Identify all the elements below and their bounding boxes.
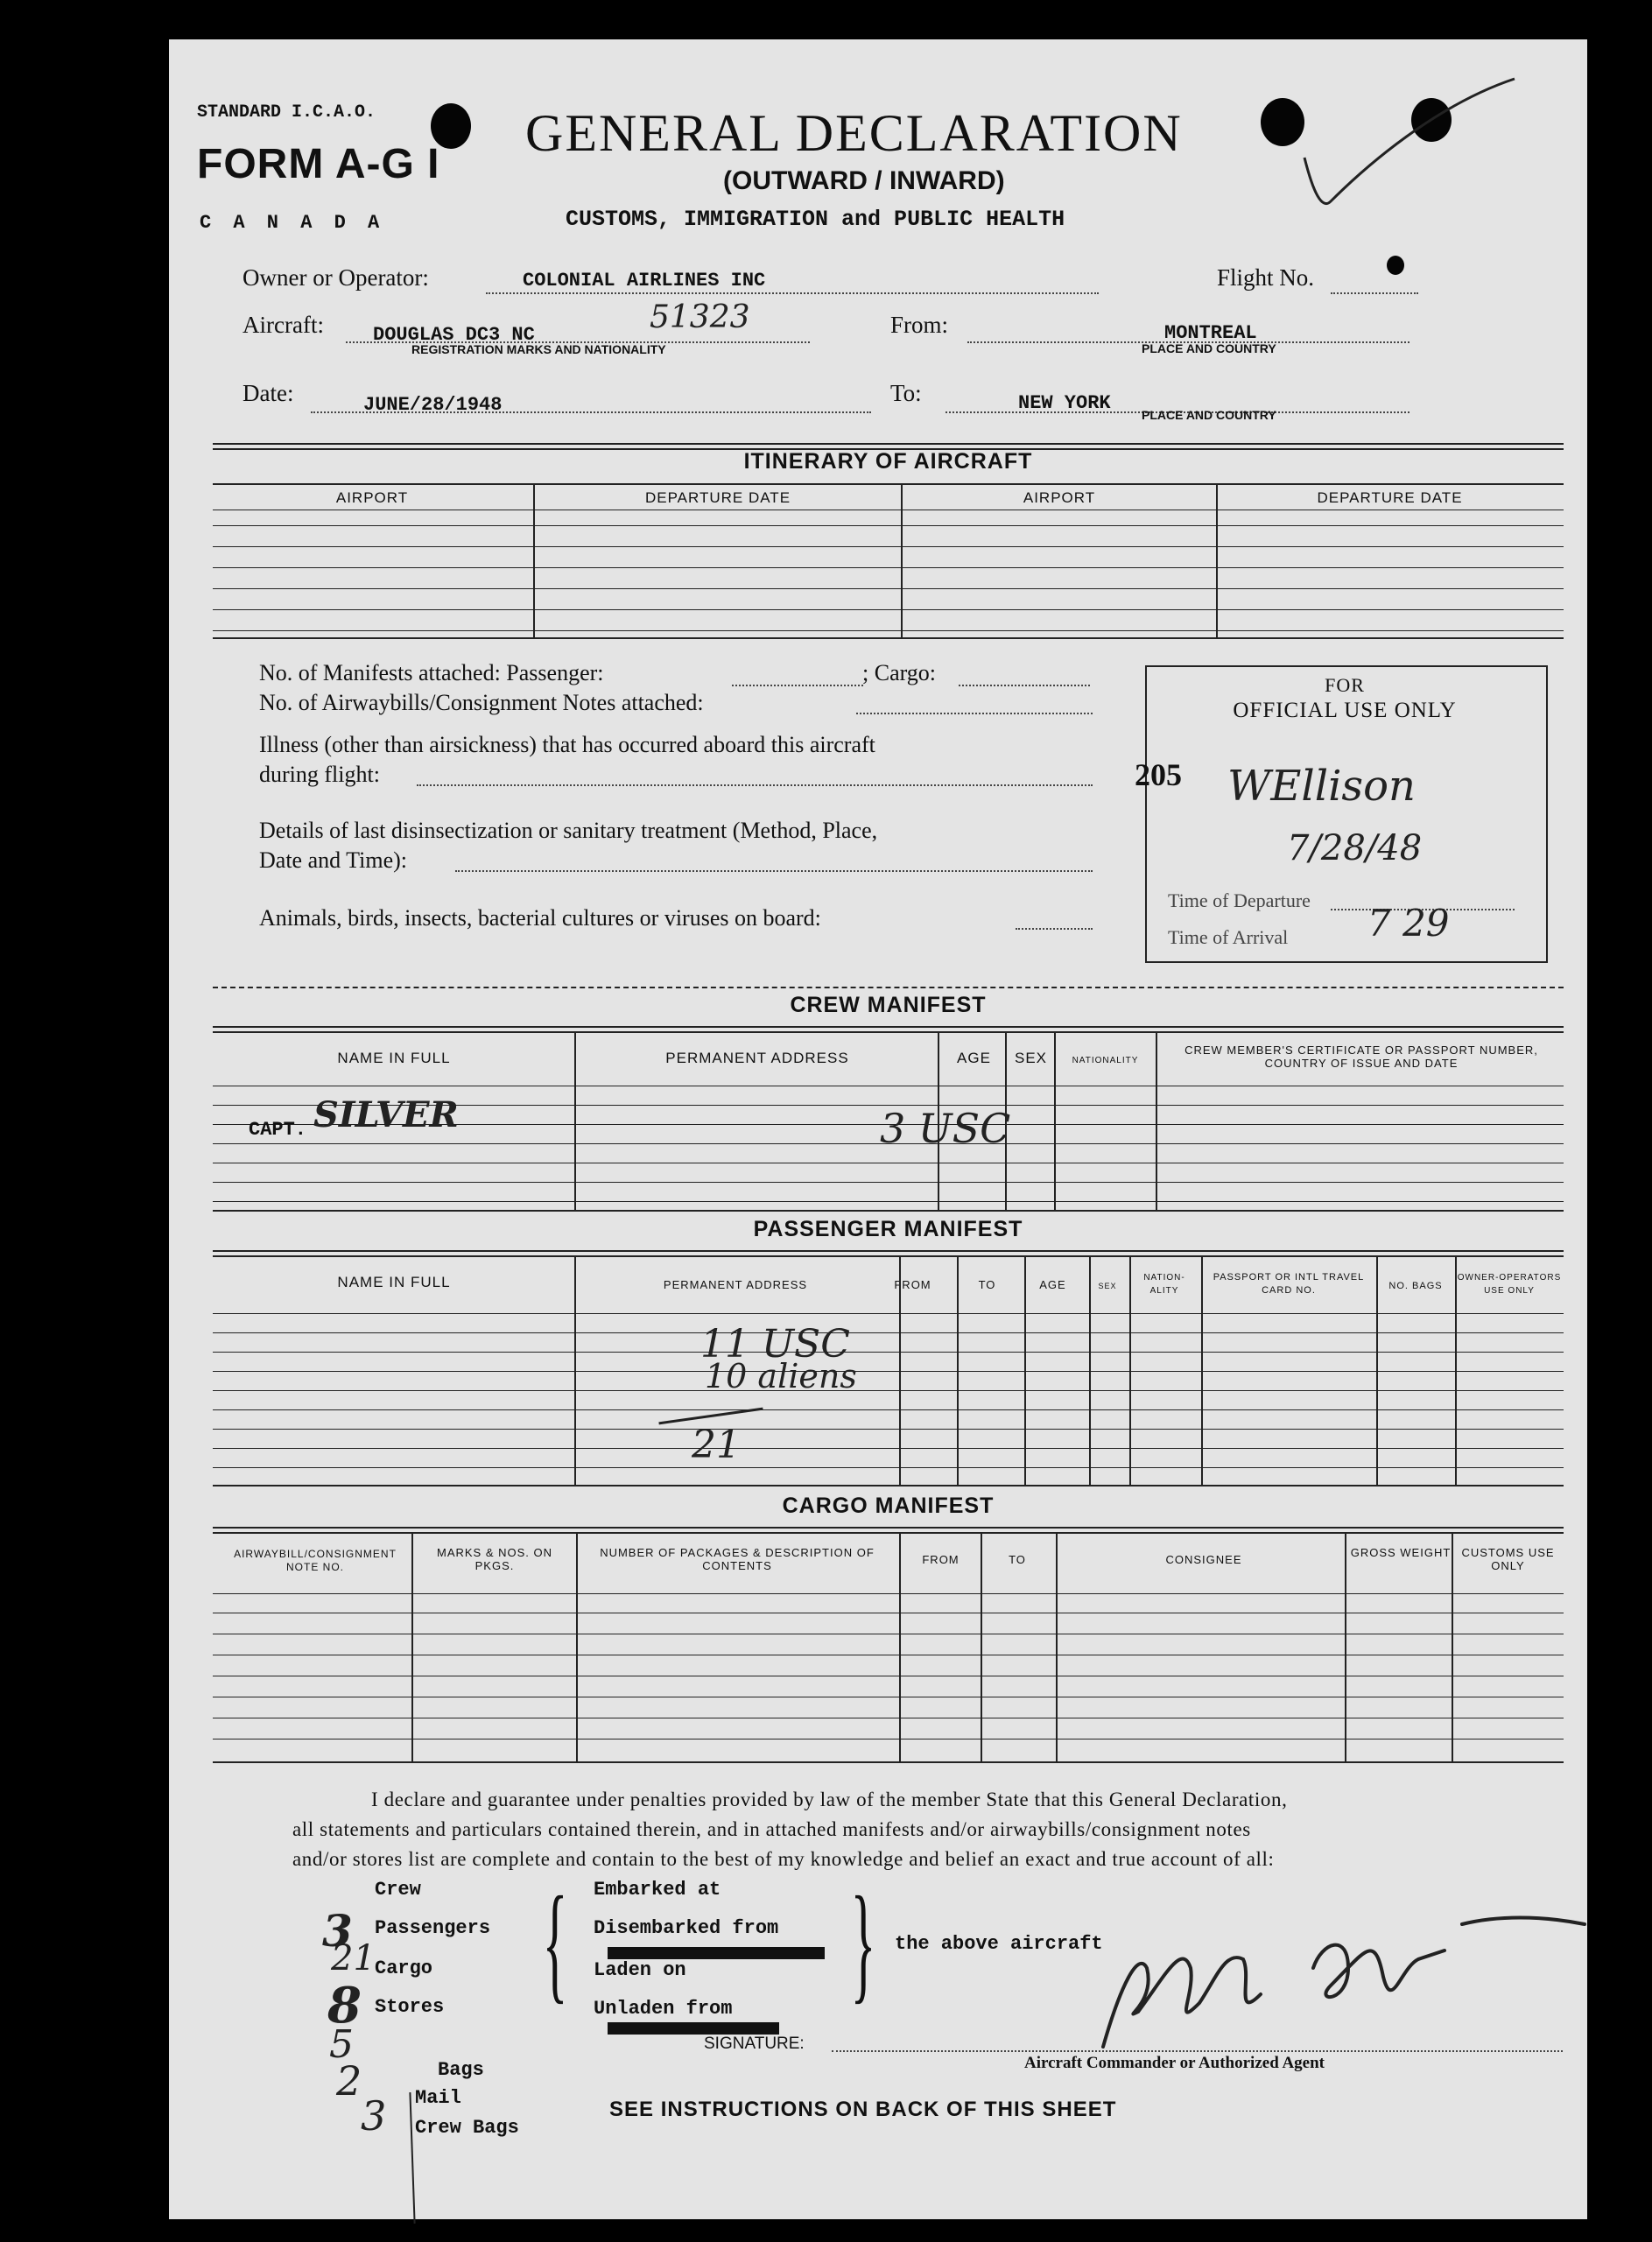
rule bbox=[213, 1250, 1564, 1252]
col-divider bbox=[1089, 1255, 1091, 1485]
col-divider bbox=[1452, 1532, 1453, 1761]
rule bbox=[213, 1761, 1564, 1763]
aircraft-label: Aircraft: bbox=[243, 312, 324, 338]
row-line bbox=[213, 1390, 1564, 1391]
pass-col-name: NAME IN FULL bbox=[337, 1274, 451, 1290]
hand-number: 3 bbox=[361, 2092, 387, 2140]
pass-col-nationality: NATION-ALITY bbox=[1143, 1273, 1185, 1296]
crew-title: CREW MANIFEST bbox=[790, 993, 987, 1017]
declare-crew: Crew bbox=[375, 1879, 421, 1901]
passenger-note-1: 11 USC bbox=[700, 1322, 850, 1367]
rule bbox=[213, 1485, 1564, 1486]
row-line bbox=[213, 1593, 1564, 1594]
field-line bbox=[856, 713, 1093, 714]
row-line bbox=[213, 1182, 1564, 1183]
rule bbox=[213, 1532, 1564, 1534]
hand-number: 2 bbox=[336, 2057, 362, 2105]
row-line bbox=[213, 1201, 1564, 1202]
row-line bbox=[213, 567, 1564, 568]
field-line bbox=[311, 411, 871, 413]
col-divider bbox=[1054, 1031, 1056, 1210]
declare-stores: Stores bbox=[375, 1996, 445, 2018]
crew-col-sex: SEX bbox=[1014, 1050, 1048, 1066]
row-line bbox=[213, 1467, 1564, 1468]
row-line bbox=[213, 1371, 1564, 1372]
row-line bbox=[213, 1448, 1564, 1449]
official-signature: WEllison bbox=[1227, 762, 1416, 811]
col-divider bbox=[1216, 483, 1218, 637]
brace-left: { bbox=[542, 1870, 568, 2015]
cargo-label: ; Cargo: bbox=[862, 660, 937, 685]
crew-col-age: AGE bbox=[957, 1050, 991, 1066]
crew-col-certificate: CREW MEMBER'S CERTIFICATE OR PASSPORT NUMBER, COUNTRY OF ISSUE AND DATE bbox=[1185, 1044, 1538, 1070]
hand-number: 8 bbox=[327, 1977, 362, 2035]
col-divider bbox=[574, 1255, 576, 1485]
rule bbox=[213, 637, 1564, 639]
to-label: To: bbox=[890, 380, 922, 406]
declaration-line-3: and/or stores list are complete and contain to the best of my knowledge and belief an exact and true account of all: bbox=[292, 1848, 1275, 1870]
official-title: OFFICIAL USE ONLY bbox=[1233, 699, 1457, 722]
document-title: GENERAL DECLARATION bbox=[525, 104, 1183, 162]
rule bbox=[213, 443, 1564, 445]
row-line bbox=[213, 1429, 1564, 1430]
pass-col-address: PERMANENT ADDRESS bbox=[663, 1278, 808, 1291]
col-divider bbox=[899, 1255, 901, 1485]
registration-caption: REGISTRATION MARKS AND NATIONALITY bbox=[411, 342, 666, 356]
pass-col-from: FROM bbox=[894, 1278, 931, 1291]
row-line bbox=[213, 588, 1564, 589]
standard-label: STANDARD I.C.A.O. bbox=[197, 102, 376, 123]
col-divider bbox=[1345, 1532, 1346, 1761]
col-divider bbox=[576, 1532, 578, 1761]
field-line bbox=[417, 784, 1093, 786]
form-number: FORM A-G I bbox=[197, 141, 440, 187]
above-aircraft: the above aircraft bbox=[895, 1933, 1103, 1955]
row-line bbox=[213, 546, 1564, 547]
row-line bbox=[213, 630, 1564, 631]
pass-col-sex: SEX bbox=[1098, 1282, 1117, 1290]
owner-label: Owner or Operator: bbox=[243, 264, 429, 291]
row-line bbox=[213, 525, 1564, 526]
crew-col-name: NAME IN FULL bbox=[337, 1050, 451, 1066]
col-divider bbox=[1376, 1255, 1378, 1485]
pass-col-owner: OWNER-OPERATORS USE ONLY bbox=[1457, 1273, 1562, 1296]
date-value: JUNE/28/1948 bbox=[363, 394, 503, 416]
arrival-label: Time of Arrival bbox=[1168, 926, 1289, 948]
manifests-label: No. of Manifests attached: Passenger: bbox=[259, 660, 604, 685]
airwaybills-label: No. of Airwaybills/Consignment Notes attached: bbox=[259, 690, 704, 715]
commander-signature bbox=[1086, 1915, 1593, 2056]
rule bbox=[213, 1255, 1564, 1257]
col-divider bbox=[1156, 1031, 1157, 1210]
hand-number: 21 bbox=[331, 1938, 376, 1978]
country-label: C A N A D A bbox=[200, 212, 385, 234]
declare-unladen: Unladen from bbox=[594, 1998, 733, 2020]
departure-label: Time of Departure bbox=[1168, 889, 1311, 911]
from-label: From: bbox=[890, 312, 949, 338]
rule bbox=[213, 1031, 1564, 1033]
field-line bbox=[455, 870, 1093, 872]
flight-label: Flight No. bbox=[1217, 264, 1315, 291]
arrival-value: 7 29 bbox=[1367, 902, 1450, 945]
field-line bbox=[1016, 928, 1093, 930]
disinsect-label: Details of last disinsectization or sanitary treatment (Method, Place, bbox=[259, 818, 878, 843]
extra-mail: Mail bbox=[415, 2087, 461, 2109]
col-divider bbox=[533, 483, 535, 637]
place-country-caption: PLACE AND COUNTRY bbox=[1142, 341, 1276, 355]
owner-value: COLONIAL AIRLINES INC bbox=[523, 270, 766, 292]
document-subtitle: (OUTWARD / INWARD) bbox=[723, 166, 1005, 195]
stamp-number: 205 bbox=[1135, 757, 1182, 792]
brace-right: } bbox=[850, 1870, 876, 2015]
illness-label-2: during flight: bbox=[259, 762, 380, 787]
instructions: SEE INSTRUCTIONS ON BACK OF THIS SHEET bbox=[609, 2098, 1117, 2121]
cargo-col-from: FROM bbox=[922, 1553, 960, 1566]
place-country-caption: PLACE AND COUNTRY bbox=[1142, 408, 1276, 422]
crew-entry-name: SILVER bbox=[313, 1094, 459, 1135]
declare-cargo: Cargo bbox=[375, 1957, 433, 1979]
cargo-col-customs: CUSTOMS USE ONLY bbox=[1461, 1546, 1555, 1572]
declare-laden: Laden on bbox=[594, 1959, 686, 1981]
col-divider bbox=[574, 1031, 576, 1210]
declare-disembarked: Disembarked from bbox=[594, 1917, 779, 1939]
passenger-note-2: 10 aliens bbox=[705, 1357, 857, 1395]
col-divider bbox=[981, 1532, 982, 1761]
strike-block bbox=[608, 2022, 779, 2035]
pass-col-age: AGE bbox=[1039, 1278, 1066, 1291]
declare-embarked: Embarked at bbox=[594, 1879, 721, 1901]
date-label: Date: bbox=[243, 380, 294, 406]
signature-label: SIGNATURE: bbox=[704, 2035, 805, 2053]
cargo-col-marks: MARKS & NOS. ON PKGS. bbox=[436, 1546, 553, 1572]
official-for: FOR bbox=[1325, 674, 1365, 696]
aircraft-value: DOUGLAS DC3 NC bbox=[373, 324, 535, 346]
check-mark-icon bbox=[1296, 70, 1523, 228]
col-divider bbox=[411, 1532, 413, 1761]
declaration-line-2: all statements and particulars contained therein, and in attached manifests and/or airwaybills/consignment notes bbox=[292, 1818, 1251, 1840]
to-value: NEW YORK bbox=[1018, 392, 1111, 414]
field-line bbox=[732, 685, 863, 686]
itinerary-col-airport-2: AIRPORT bbox=[1023, 489, 1096, 506]
row-line bbox=[213, 1313, 1564, 1314]
declaration-line-1: I declare and guarantee under penalties provided by law of the member State that this General Declaration, bbox=[371, 1789, 1288, 1810]
col-divider bbox=[1056, 1532, 1058, 1761]
crew-col-address: PERMANENT ADDRESS bbox=[665, 1050, 849, 1066]
row-line bbox=[213, 609, 1564, 610]
col-divider bbox=[901, 483, 903, 637]
strike-block bbox=[608, 1947, 825, 1959]
cargo-col-to: TO bbox=[1009, 1553, 1026, 1566]
col-divider bbox=[1455, 1255, 1457, 1485]
itinerary-col-date-2: DEPARTURE DATE bbox=[1317, 489, 1463, 506]
pass-col-to: TO bbox=[978, 1278, 996, 1291]
col-divider bbox=[899, 1532, 901, 1761]
from-value: MONTREAL bbox=[1164, 322, 1257, 344]
cargo-col-packages: NUMBER OF PACKAGES & DESCRIPTION OF CONTENTS bbox=[600, 1546, 875, 1572]
row-line bbox=[213, 1409, 1564, 1410]
ink-mark bbox=[1387, 256, 1404, 275]
extra-crew-bags: Crew Bags bbox=[415, 2117, 519, 2139]
col-divider bbox=[957, 1255, 959, 1485]
cargo-col-airwaybill: AIRWAYBILL/CONSIGNMENT NOTE NO. bbox=[234, 1548, 397, 1573]
col-divider bbox=[1024, 1255, 1026, 1485]
cargo-col-consignee: CONSIGNEE bbox=[1165, 1553, 1242, 1566]
crew-col-nationality: NATIONALITY bbox=[1072, 1056, 1139, 1065]
stamp-date: 7/28/48 bbox=[1287, 828, 1423, 868]
illness-label: Illness (other than airsickness) that has occurred aboard this aircraft bbox=[259, 732, 875, 757]
services-line: CUSTOMS, IMMIGRATION and PUBLIC HEALTH bbox=[566, 207, 1065, 232]
disinsect-label-2: Date and Time): bbox=[259, 847, 407, 873]
col-divider bbox=[1201, 1255, 1203, 1485]
rule bbox=[213, 483, 1564, 485]
row-line bbox=[213, 1332, 1564, 1333]
animals-label: Animals, birds, insects, bacterial cultures or viruses on board: bbox=[259, 905, 821, 931]
cargo-col-weight: GROSS WEIGHT bbox=[1350, 1546, 1452, 1559]
agent-caption: Aircraft Commander or Authorized Agent bbox=[1024, 2054, 1325, 2072]
pass-col-passport: PASSPORT OR INTL TRAVEL CARD NO. bbox=[1213, 1272, 1365, 1296]
row-line bbox=[213, 1352, 1564, 1353]
field-line bbox=[1331, 292, 1418, 294]
field-line bbox=[959, 685, 1090, 686]
itinerary-title: ITINERARY OF AIRCRAFT bbox=[743, 449, 1033, 474]
aircraft-number: 51323 bbox=[650, 299, 750, 335]
crew-entry-title: CAPT. bbox=[249, 1119, 307, 1141]
rule bbox=[213, 1210, 1564, 1212]
field-line bbox=[486, 292, 1099, 294]
passenger-title: PASSENGER MANIFEST bbox=[753, 1217, 1023, 1241]
itinerary-col-date: DEPARTURE DATE bbox=[644, 489, 791, 506]
declare-passengers: Passengers bbox=[375, 1917, 491, 1939]
rule bbox=[213, 1527, 1564, 1529]
pass-col-bags: NO. BAGS bbox=[1388, 1281, 1443, 1291]
passenger-note-3: 21 bbox=[692, 1423, 741, 1467]
itinerary-col-airport: AIRPORT bbox=[335, 489, 409, 506]
cargo-title: CARGO MANIFEST bbox=[782, 1493, 995, 1518]
hand-number: 5 bbox=[329, 2022, 354, 2067]
extra-bags: Bags bbox=[438, 2059, 484, 2081]
col-divider bbox=[1129, 1255, 1131, 1485]
rule bbox=[213, 987, 1564, 988]
rule bbox=[213, 1026, 1564, 1028]
hand-number: 3 bbox=[322, 1905, 353, 1957]
crew-entry-note: 3 USC bbox=[880, 1105, 1011, 1152]
